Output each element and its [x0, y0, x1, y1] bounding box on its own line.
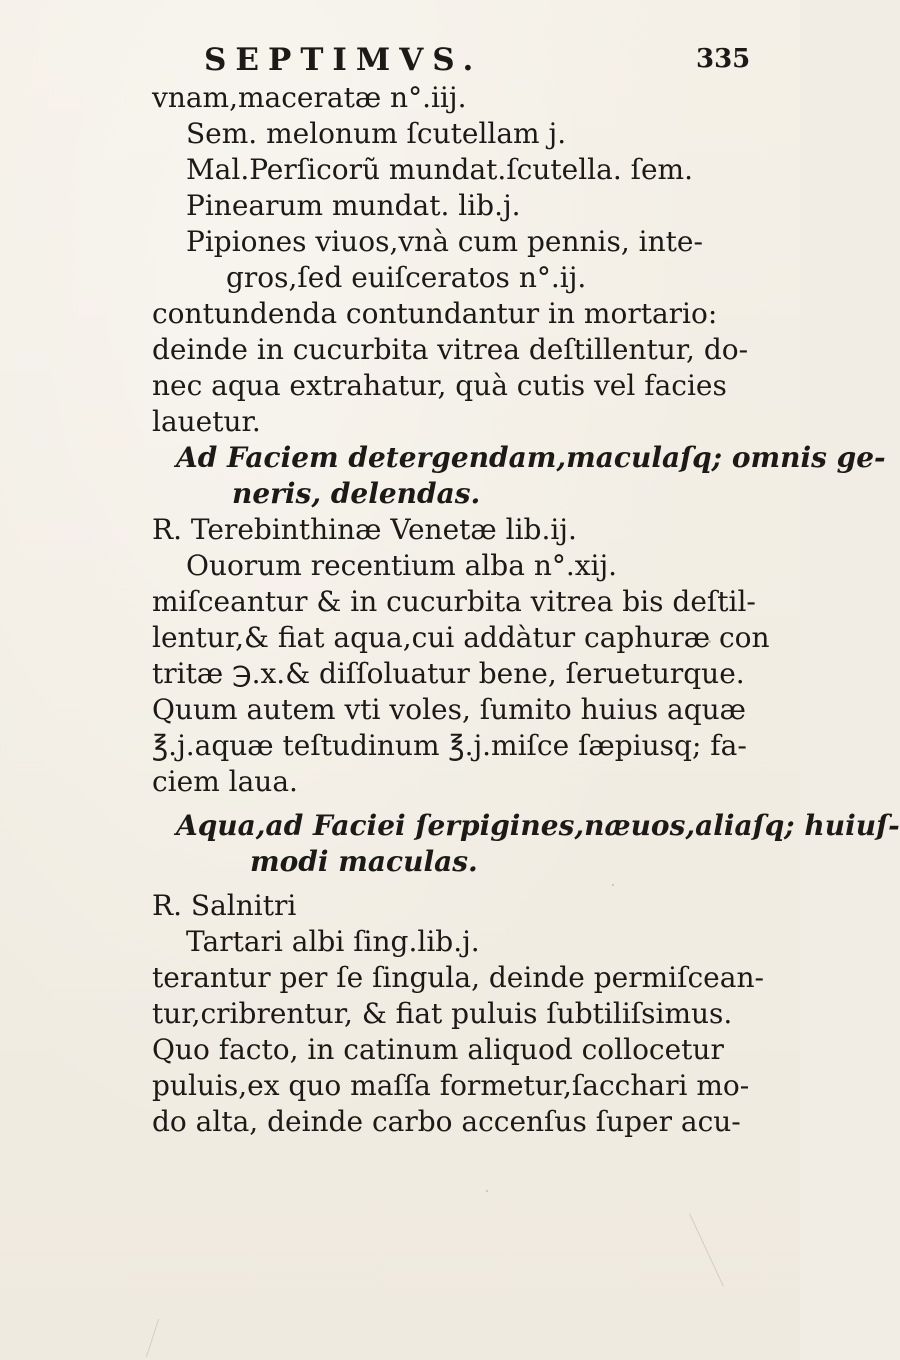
text-line: Pipiones viuos,vnà cum pennis, inte- — [186, 225, 703, 258]
text-line: lauetur. — [152, 405, 261, 438]
section-heading: Aqua,ad Faciei ſerpigines,næuos,aliaſq; huiuſ- — [176, 809, 900, 842]
text-line: terantur per ſe ſingula, deinde permiſcean- — [152, 961, 764, 994]
paper-crease — [146, 1319, 159, 1357]
text-line: tur,cribrentur, & fiat puluis ſubtiliſsimus. — [152, 997, 733, 1030]
paper-speck — [612, 884, 614, 886]
text-line: miſceantur & in cucurbita vitrea bis deſtil- — [152, 585, 756, 618]
text-line: nec aqua extrahatur, quà cutis vel facies — [152, 369, 727, 402]
text-line: Pinearum mundat. lib.j. — [186, 189, 521, 222]
section-heading: Ad Faciem detergendam,maculaſq; omnis ge- — [176, 441, 886, 474]
text-line: Quum autem vti voles, ſumito huius aquæ — [152, 693, 746, 726]
text-line: gros,ſed euiſceratos n°.ij. — [226, 261, 587, 294]
text-line: Sem. melonum ſcutellam j. — [186, 117, 567, 150]
text-line: Quo facto, in catinum aliquod collocetur — [152, 1033, 724, 1066]
recipe-line: R. Terebinthinæ Venetæ lib.ij. — [152, 513, 577, 546]
text-line: ℥.j.aquæ teſtudinum ℥.j.miſce ſæpiusq; fa- — [152, 729, 747, 762]
text-line: do alta, deinde carbo accenſus ſuper acu- — [152, 1105, 741, 1138]
running-head: SEPTIMVS. — [204, 42, 483, 78]
paper-crease — [689, 1214, 724, 1287]
text-line: Mal.Perſicorũ mundat.ſcutella. ſem. — [186, 153, 694, 186]
text-line: ciem laua. — [152, 765, 298, 798]
text-line: vnam,maceratæ n°.iij. — [152, 81, 467, 114]
paper-speck — [486, 1190, 488, 1192]
page-number: 335 — [696, 44, 751, 74]
section-heading-continued: neris, delendas. — [232, 477, 481, 510]
text-line: lentur,& fiat aqua,cui addàtur caphuræ con — [152, 621, 770, 654]
recipe-line: R. Salnitri — [152, 889, 297, 922]
section-heading-continued: modi maculas. — [250, 845, 478, 878]
recipe-line: Tartari albi ſing.lib.j. — [186, 925, 480, 958]
text-line: contundenda contundantur in mortario: — [152, 297, 718, 330]
text-line: deinde in cucurbita vitrea deſtillentur, do- — [152, 333, 749, 366]
text-line: puluis,ex quo maſſa formetur,ſacchari mo- — [152, 1069, 750, 1102]
recipe-line: Ouorum recentium alba n°.xij. — [186, 549, 618, 582]
text-line: tritæ ℈.x.& diſſoluatur bene, ſerueturque. — [152, 657, 745, 690]
paper-speck — [708, 640, 711, 643]
